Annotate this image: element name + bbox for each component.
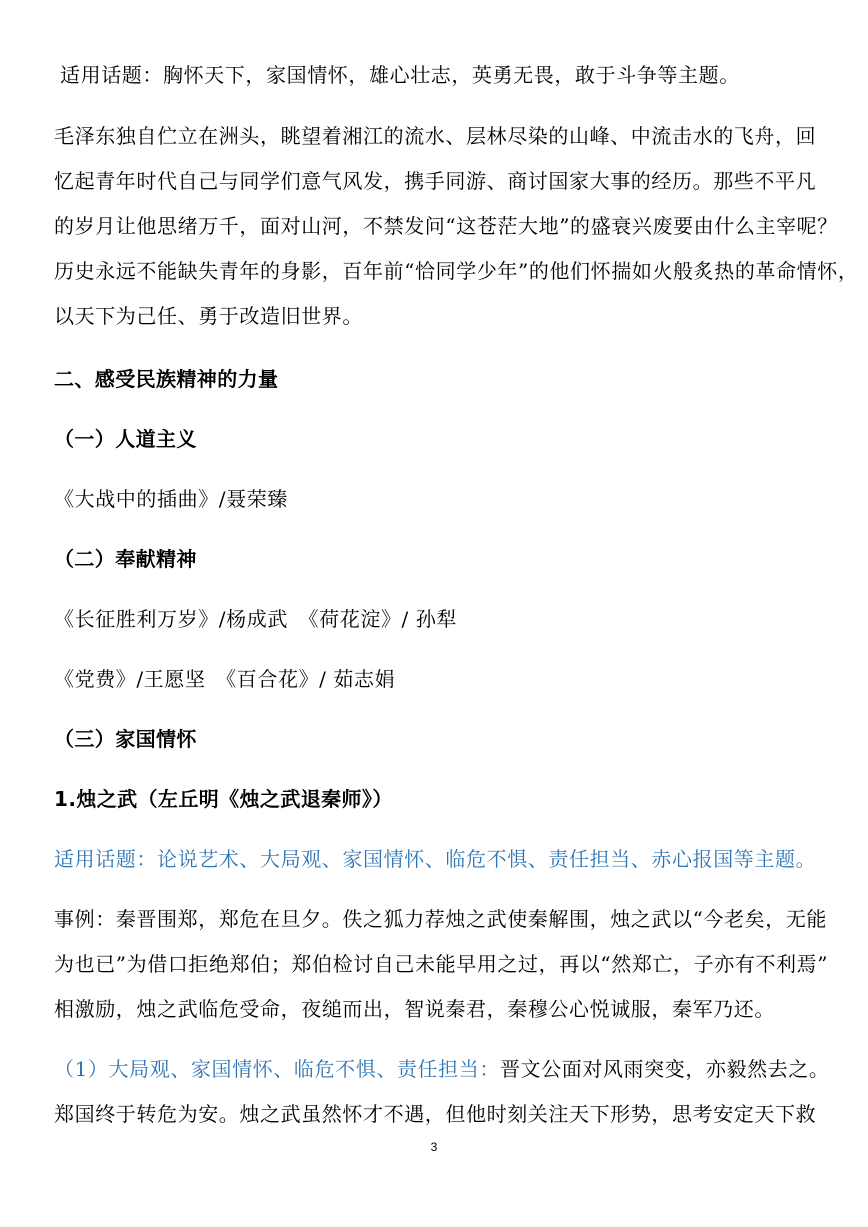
- works-line: 《大战中的插曲》/聂荣臻: [54, 487, 288, 511]
- paragraph-line: 毛泽东独自伫立在洲头，眺望着湘江的流水、层林尽染的山峰、中流击水的飞舟，回: [54, 124, 817, 148]
- section-heading: 二、感受民族精神的力量: [54, 367, 279, 391]
- subheading-dedication: （二）奉献精神: [54, 547, 197, 571]
- topic-line-2: 适用话题：论说艺术、大局观、家国情怀、临危不惧、责任担当、赤心报国等主题。: [54, 847, 817, 871]
- paragraph-line: 历史永远不能缺失青年的身影，百年前“恰同学少年”的他们怀揣如火般炙热的革命情怀，: [54, 259, 859, 283]
- point-text: 晋文公面对风雨突变，亦毅然去之。: [499, 1057, 830, 1081]
- paragraph-line: 为也已”为借口拒绝郑伯；郑伯检讨自己未能早用之过，再以“然郑亡，子亦有不利焉”: [54, 952, 829, 976]
- point-continuation: 郑国终于转危为安。烛之武虽然怀才不遇，但他时刻关注天下形势，思考安定天下救: [54, 1102, 817, 1126]
- paragraph-line: 的岁月让他思绪万千，面对山河，不禁发问“这苍茫大地”的盛衰兴废要由什么主宰呢？: [54, 214, 838, 238]
- paragraph-line: 事例：秦晋围郑，郑危在旦夕。佚之狐力荐烛之武使秦解围，烛之武以“今老矣，无能: [54, 907, 828, 931]
- subheading-patriotism: （三）家国情怀: [54, 727, 197, 751]
- paragraph-line: 以天下为己任、勇于改造旧世界。: [54, 304, 363, 328]
- paragraph-line: 忆起青年时代自己与同学们意气风发，携手同游、商讨国家大事的经历。那些不平凡: [54, 169, 817, 193]
- works-line: 《党费》/王愿坚 《百合花》/ 茹志娟: [54, 667, 396, 691]
- works-line: 《长征胜利万岁》/杨成武 《荷花淀》/ 孙犁: [54, 607, 458, 631]
- subheading-humanitarianism: （一）人道主义: [54, 427, 197, 451]
- item-title: 1.烛之武（左丘明《烛之武退秦师》）: [54, 787, 393, 811]
- topic-line-1: 适用话题：胸怀天下，家国情怀，雄心壮志，英勇无畏，敢于斗争等主题。: [60, 63, 740, 87]
- page-number: 3: [430, 1140, 438, 1154]
- point-label: （1）大局观、家国情怀、临危不惧、责任担当：: [54, 1057, 500, 1081]
- paragraph-line: 相激励，烛之武临危受命，夜缒而出，智说秦君，秦穆公心悦诚服，秦军乃还。: [54, 997, 775, 1021]
- point-line: [54, 1057, 834, 1081]
